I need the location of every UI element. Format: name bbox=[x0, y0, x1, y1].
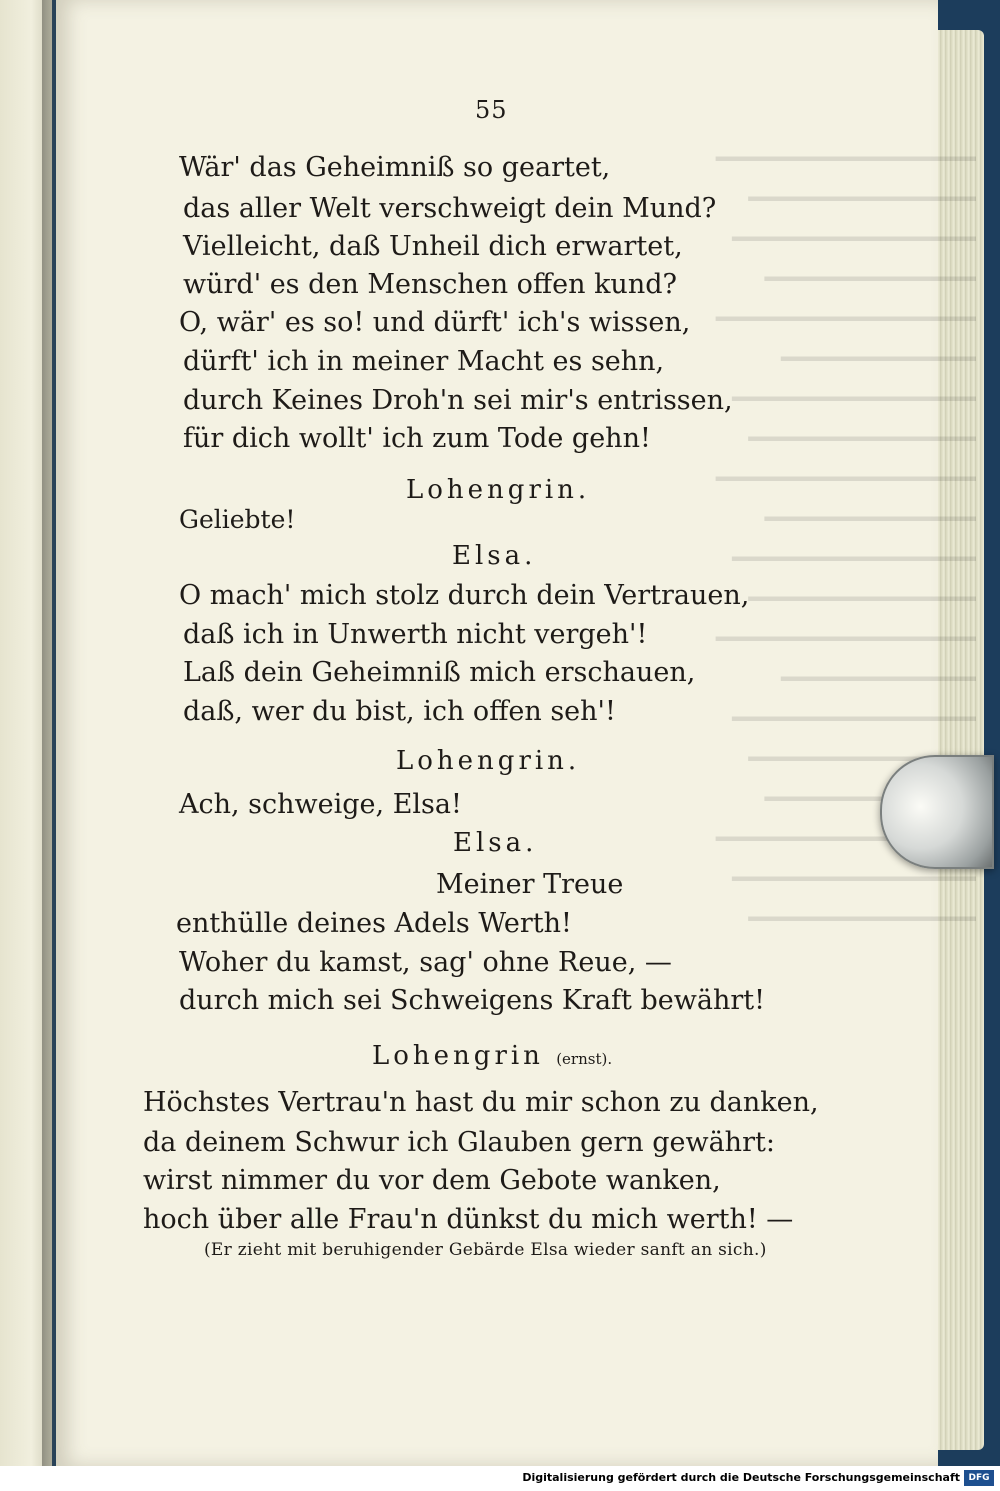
verse-line: hoch über alle Frau'n dünkst du mich werth! — bbox=[143, 1204, 794, 1235]
verse-line: wirst nimmer du vor dem Gebote wanken, bbox=[143, 1165, 721, 1196]
verse-line: Woher du kamst, sag' ohne Reue, — bbox=[179, 947, 672, 978]
verse-line: Ach, schweige, Elsa! bbox=[179, 789, 462, 820]
verse-line: enthülle deines Adels Werth! bbox=[176, 908, 572, 939]
speaker-name: Elsa. bbox=[453, 828, 538, 858]
verse-line: da deinem Schwur ich Glauben gern gewährt: bbox=[143, 1127, 775, 1158]
speaker-name: Lohengrin. bbox=[406, 475, 591, 505]
verse-line: durch mich sei Schweigens Kraft bewährt! bbox=[179, 985, 765, 1016]
verse-line: würd' es den Menschen offen kund? bbox=[183, 269, 677, 300]
book-page bbox=[56, 0, 976, 1466]
page-stack-edges bbox=[936, 30, 984, 1450]
speaker-name: Lohengrin. bbox=[396, 746, 581, 776]
credit-text: Digitalisierung gefördert durch die Deutsche Forschungsgemeinschaft bbox=[522, 1471, 960, 1484]
verse-line: Höchstes Vertrau'n hast du mir schon zu danken, bbox=[143, 1087, 819, 1118]
show-through-text: ━━━━━━━━━━━━━━━━ ━━━━━━━━━━━━━━ ━━━━━━━━━━━━━━━ ━━━━━━━━━━━━━ ━━━━━━━━━━━━━━━━ ━━━━━━━━━━━━ ━━━━━━━━━━━━━━━ ━━━━━━━━━━━━━━ ━━━━━━━━━━━━━━━━ ━━━━━━━━━━━━━ ━━━━━━━━━━━━━━━ ━━━━━━━━━━━━━━ ━━━━━━━━━━━━━━━━ ━━━━━━━━━━━━ ━━━━━━━━━━━━━━━ ━━━━━━━━━━━━━━ ━━━━━━━━━━━━━ ━━━━━━━━━━━━━━━━ ━━━━━━━━━━━━━━━ ━━━━━━━━━━━━━━ bbox=[715, 144, 976, 935]
verse-line: daß, wer du bist, ich offen seh'! bbox=[183, 696, 616, 727]
verse-line: durch Keines Droh'n sei mir's entrissen, bbox=[183, 385, 733, 416]
verse-line: Vielleicht, daß Unheil dich erwartet, bbox=[183, 231, 683, 262]
speaker-direction: (ernst). bbox=[556, 1050, 613, 1068]
verse-line: das aller Welt verschweigt dein Mund? bbox=[183, 193, 717, 224]
verse-line: Geliebte! bbox=[179, 505, 296, 534]
speaker-name bbox=[372, 1041, 612, 1071]
verse-line: O, wär' es so! und dürft' ich's wissen, bbox=[179, 307, 691, 338]
speaker-name-text: Lohengrin bbox=[372, 1041, 544, 1071]
verse-line: Laß dein Geheimniß mich erschauen, bbox=[183, 657, 696, 688]
speaker-name: Elsa. bbox=[452, 541, 537, 571]
dfg-logo: DFG bbox=[964, 1470, 994, 1486]
verse-line: O mach' mich stolz durch dein Vertrauen, bbox=[179, 580, 750, 611]
credit-bar bbox=[0, 1466, 1000, 1491]
verse-line: für dich wollt' ich zum Tode gehn! bbox=[183, 423, 651, 454]
page-number: 55 bbox=[475, 96, 508, 124]
verse-line: Meiner Treue bbox=[436, 869, 624, 900]
verse-line: Wär' das Geheimniß so geartet, bbox=[179, 152, 611, 183]
verse-line: dürft' ich in meiner Macht es sehn, bbox=[183, 346, 665, 377]
page-clip bbox=[880, 755, 994, 869]
verse-line: daß ich in Unwerth nicht vergeh'! bbox=[183, 619, 648, 650]
stage-direction: (Er zieht mit beruhigender Gebärde Elsa wieder sanft an sich.) bbox=[204, 1240, 767, 1260]
